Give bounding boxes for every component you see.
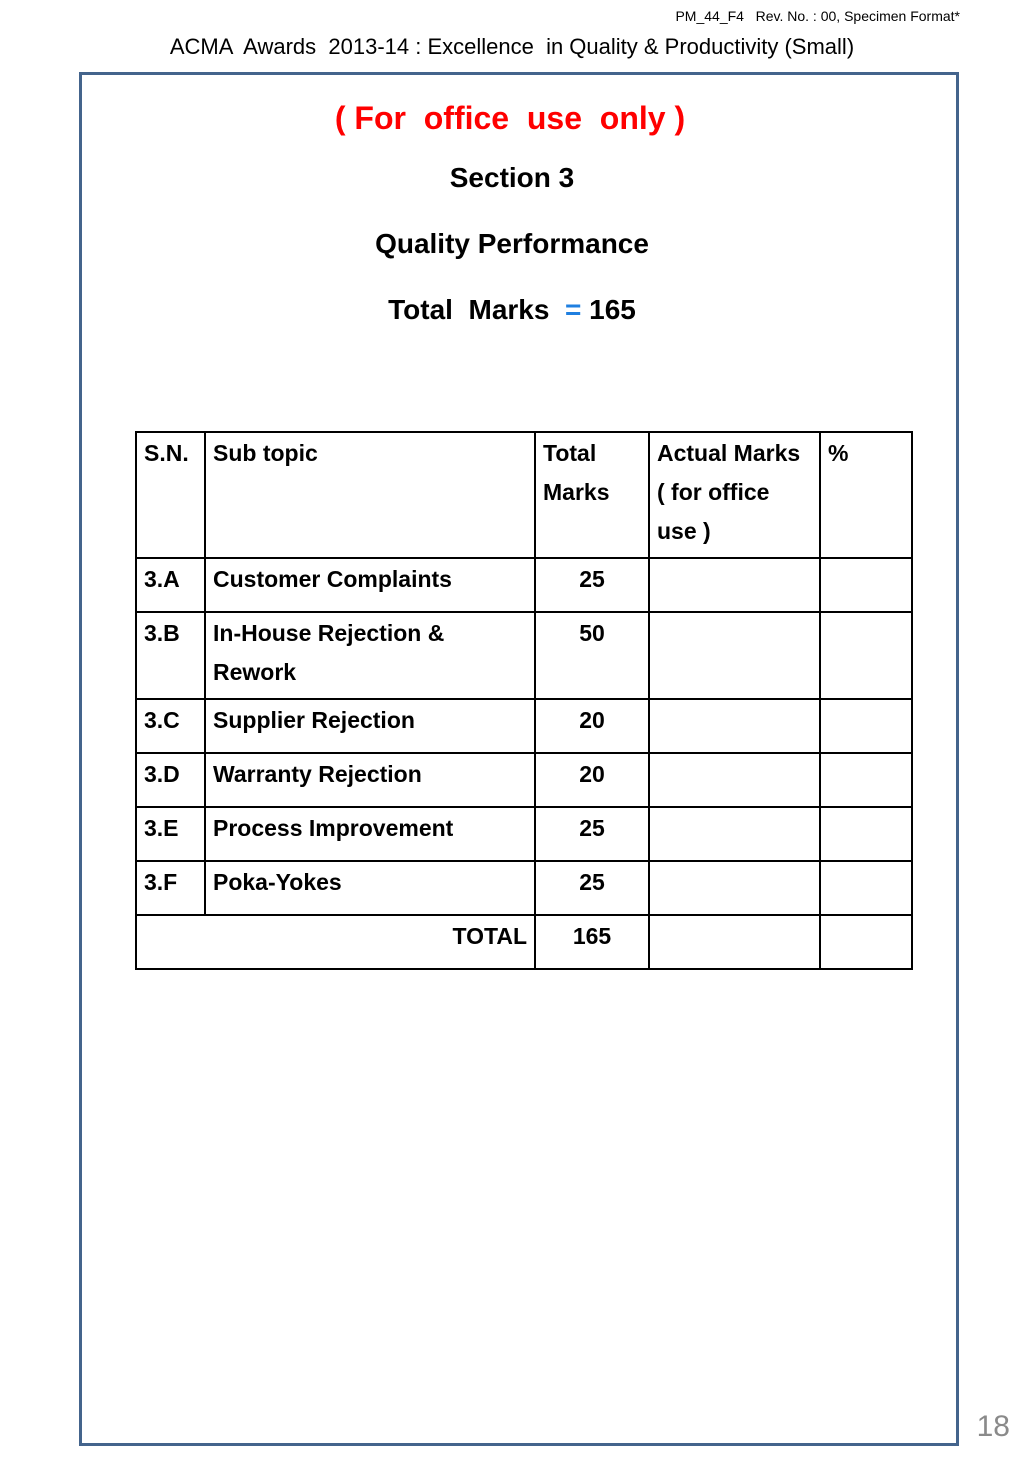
table-row (136, 861, 912, 915)
header-total-marks: Total Marks (535, 432, 649, 558)
row-sn: 3.C (136, 699, 205, 753)
row-sub-topic: In-House Rejection & Rework (205, 612, 535, 699)
row-actual-marks-cell[interactable] (649, 807, 820, 861)
row-sn: 3.F (136, 861, 205, 915)
row-percent-cell[interactable] (820, 612, 912, 699)
table-row (136, 807, 912, 861)
row-sn: 3.B (136, 612, 205, 699)
row-total-marks: 25 (535, 807, 649, 861)
header-percent: % (820, 432, 912, 558)
row-percent-cell[interactable] (820, 807, 912, 861)
row-total-marks: 20 (535, 753, 649, 807)
header-sub-topic: Sub topic (205, 432, 535, 558)
row-actual-marks-cell[interactable] (649, 699, 820, 753)
table-row (136, 699, 912, 753)
row-sub-topic: Supplier Rejection (205, 699, 535, 753)
row-sn: 3.A (136, 558, 205, 612)
document-title: ACMA Awards 2013-14 : Excellence in Quality & Productivity (Small) (169, 34, 855, 59)
row-actual-marks-cell[interactable] (649, 612, 820, 699)
marks-table (135, 431, 913, 970)
total-actual-marks-cell[interactable] (649, 915, 820, 969)
section-number: Section 3 (449, 162, 575, 193)
row-sub-topic: Poka-Yokes (205, 861, 535, 915)
equals-sign: = (565, 294, 582, 325)
row-percent-cell[interactable] (820, 861, 912, 915)
total-marks-heading (0, 294, 1024, 326)
page-number: 18 (976, 1410, 1010, 1443)
header-sn: S.N. (136, 432, 205, 558)
total-marks-value: 165 (589, 294, 636, 325)
total-value: 165 (535, 915, 649, 969)
row-percent-cell[interactable] (820, 753, 912, 807)
row-total-marks: 25 (535, 861, 649, 915)
table-row (136, 753, 912, 807)
total-marks-label: Total Marks (388, 294, 550, 325)
header-actual-marks: Actual Marks ( for office use ) (649, 432, 820, 558)
form-code: PM_44_F4 Rev. No. : 00, Specimen Format* (675, 8, 960, 24)
table-total-row (136, 915, 912, 969)
row-percent-cell[interactable] (820, 558, 912, 612)
row-total-marks: 25 (535, 558, 649, 612)
office-use-notice: ( For office use only ) (334, 100, 686, 136)
row-actual-marks-cell[interactable] (649, 558, 820, 612)
row-sub-topic: Process Improvement (205, 807, 535, 861)
row-sn: 3.D (136, 753, 205, 807)
row-total-marks: 50 (535, 612, 649, 699)
table-row (136, 612, 912, 699)
table-header-row (136, 432, 912, 558)
section-name: Quality Performance (375, 228, 649, 259)
row-sub-topic: Warranty Rejection (205, 753, 535, 807)
total-label: TOTAL (136, 915, 535, 969)
row-total-marks: 20 (535, 699, 649, 753)
row-actual-marks-cell[interactable] (649, 861, 820, 915)
row-sn: 3.E (136, 807, 205, 861)
row-sub-topic: Customer Complaints (205, 558, 535, 612)
row-actual-marks-cell[interactable] (649, 753, 820, 807)
total-percent-cell[interactable] (820, 915, 912, 969)
row-percent-cell[interactable] (820, 699, 912, 753)
table-row (136, 558, 912, 612)
